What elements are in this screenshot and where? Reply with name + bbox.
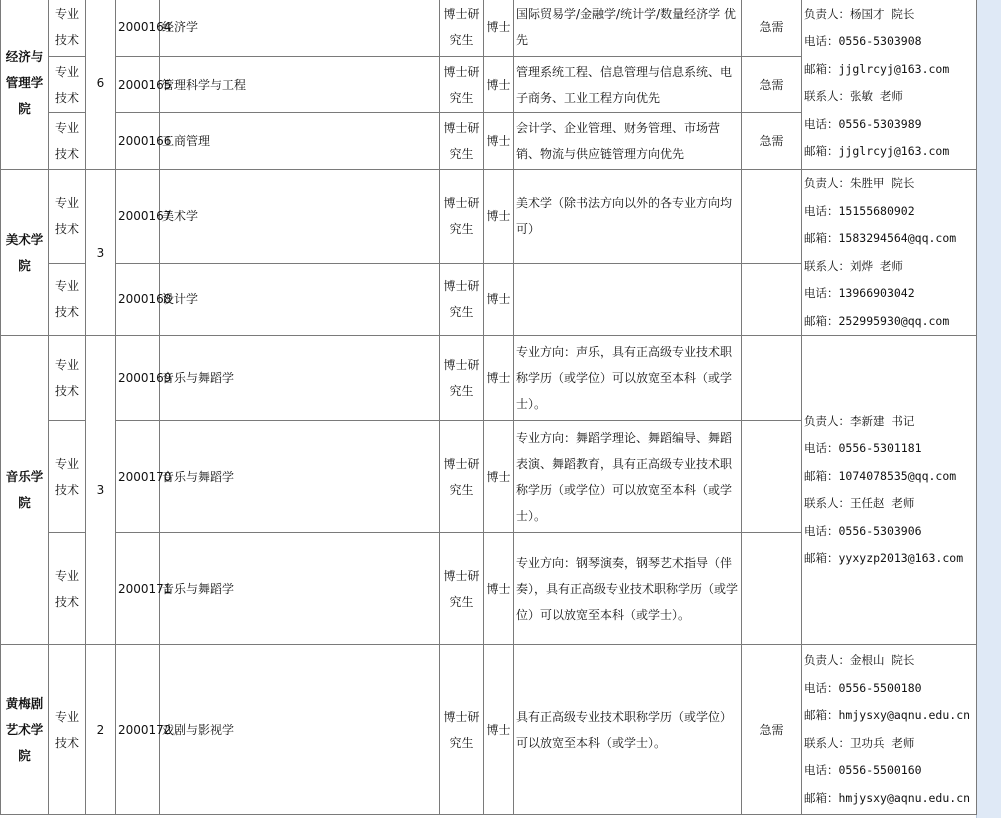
major-cell: 经济学 <box>160 0 440 57</box>
degree-cell: 博士 <box>484 336 514 421</box>
contact-line: 联系人：刘烨 老师 <box>804 258 903 273</box>
contact-cell <box>802 170 977 336</box>
requirement-cell: 专业方向：声乐，具有正高级专业技术职称学历（或学位）可以放宽至本科（或学士）。 <box>514 336 742 421</box>
contact-cell <box>802 0 977 170</box>
category-cell: 专业技术 <box>49 336 86 421</box>
requirement-cell: 美术学（除书法方向以外的各专业方向均可） <box>514 170 742 264</box>
requirement-cell: 具有正高级专业技术职称学历（或学位）可以放宽至本科（或学士）。 <box>514 645 742 815</box>
code-cell: 2000170 <box>116 421 160 533</box>
requirement-cell: 会计学、企业管理、财务管理、市场营销、物流与供应链管理方向优先 <box>514 113 742 170</box>
category-cell: 专业技术 <box>49 533 86 645</box>
degree-cell: 博士 <box>484 421 514 533</box>
major-cell: 管理科学与工程 <box>160 57 440 113</box>
code-cell: 2000164 <box>116 0 160 57</box>
contact-cell <box>802 336 977 645</box>
contact-line: 邮箱：1074078535@qq.com <box>804 468 957 483</box>
table-row <box>1 170 977 264</box>
degree-cell: 博士 <box>484 263 514 335</box>
code-cell: 2000167 <box>116 170 160 264</box>
category-cell: 专业技术 <box>49 421 86 533</box>
degree-cell: 博士 <box>484 57 514 113</box>
contact-line: 邮箱：yyxyzp2013@163.com <box>804 551 964 565</box>
degree-cell: 博士 <box>484 170 514 264</box>
contact-line: 电话：0556-5303989 <box>804 116 922 131</box>
urgent-cell: 急需 <box>742 57 802 113</box>
code-cell: 2000169 <box>116 336 160 421</box>
contact-line: 电话：0556-5303908 <box>804 34 922 48</box>
contact-line: 邮箱：1583294564@qq.com <box>804 231 957 245</box>
code-cell: 2000168 <box>116 263 160 335</box>
requirement-cell: 专业方向：钢琴演奏，钢琴艺术指导（伴奏），具有正高级专业技术职称学历（或学位）可以放宽至本科（或学士）。 <box>514 533 742 645</box>
table-row <box>1 336 977 421</box>
urgent-cell <box>742 421 802 533</box>
major-cell: 戏剧与影视学 <box>160 645 440 815</box>
major-cell: 设计学 <box>160 263 440 335</box>
education-cell: 博士研究生 <box>440 645 484 815</box>
contact-line: 电话：13966903042 <box>804 286 915 300</box>
code-cell: 2000172 <box>116 645 160 815</box>
education-cell: 博士研究生 <box>440 336 484 421</box>
degree-cell: 博士 <box>484 113 514 170</box>
table-row <box>1 0 977 57</box>
contact-line: 电话：0556-5500160 <box>804 763 922 777</box>
requirement-cell: 国际贸易学/金融学/统计学/数量经济学 优先 <box>514 0 742 57</box>
contact-line: 联系人：卫功兵 老师 <box>804 735 915 750</box>
major-cell: 音乐与舞蹈学 <box>160 533 440 645</box>
contact-line: 负责人：朱胜甲 院长 <box>804 176 915 190</box>
major-cell: 工商管理 <box>160 113 440 170</box>
urgent-cell <box>742 336 802 421</box>
degree-cell: 博士 <box>484 645 514 815</box>
education-cell: 博士研究生 <box>440 57 484 113</box>
code-cell: 2000166 <box>116 113 160 170</box>
dept-cell: 美术学院 <box>1 170 49 336</box>
contact-line: 电话：0556-5303906 <box>804 523 922 538</box>
urgent-cell <box>742 170 802 264</box>
requirement-cell: 管理系统工程、信息管理与信息系统、电子商务、工业工程方向优先 <box>514 57 742 113</box>
code-cell: 2000171 <box>116 533 160 645</box>
count-cell: 2 <box>86 645 116 815</box>
dept-cell: 音乐学院 <box>1 336 49 645</box>
contact-line: 联系人：张敏 老师 <box>804 89 903 103</box>
contact-line: 邮箱：hmjysxy@aqnu.edu.cn <box>804 790 971 805</box>
major-cell: 音乐与舞蹈学 <box>160 336 440 421</box>
category-cell: 专业技术 <box>49 645 86 815</box>
count-cell: 6 <box>86 0 116 170</box>
contact-line: 邮箱：hmjysxy@aqnu.edu.cn <box>804 708 971 722</box>
category-cell: 专业技术 <box>49 113 86 170</box>
contact-line: 电话：0556-5301181 <box>804 441 922 455</box>
education-cell: 博士研究生 <box>440 263 484 335</box>
count-cell: 3 <box>86 170 116 336</box>
category-cell: 专业技术 <box>49 57 86 113</box>
dept-cell: 经济与管理学院 <box>1 0 49 170</box>
contact-cell <box>802 645 977 815</box>
urgent-cell <box>742 263 802 335</box>
category-cell: 专业技术 <box>49 170 86 264</box>
contact-line: 电话：15155680902 <box>804 203 915 218</box>
contact-line: 邮箱：252995930@qq.com <box>804 313 950 328</box>
contact-line: 邮箱：jjglrcyj@163.com <box>804 144 950 158</box>
urgent-cell: 急需 <box>742 113 802 170</box>
education-cell: 博士研究生 <box>440 0 484 57</box>
category-cell: 专业技术 <box>49 0 86 57</box>
degree-cell: 博士 <box>484 533 514 645</box>
degree-cell: 博士 <box>484 0 514 57</box>
major-cell: 美术学 <box>160 170 440 264</box>
contact-line: 电话：0556-5500180 <box>804 680 922 695</box>
window-scroll-strip <box>976 0 1001 818</box>
contact-line: 负责人：杨国才 院长 <box>804 6 915 21</box>
education-cell: 博士研究生 <box>440 170 484 264</box>
requirement-cell: 专业方向：舞蹈学理论、舞蹈编导、舞蹈表演、舞蹈教育，具有正高级专业技术职称学历（或学位）可以放宽至本科（或学士）。 <box>514 421 742 533</box>
education-cell: 博士研究生 <box>440 533 484 645</box>
major-cell: 音乐与舞蹈学 <box>160 421 440 533</box>
urgent-cell <box>742 533 802 645</box>
contact-line: 负责人：李新建 书记 <box>804 413 915 428</box>
contact-line: 负责人：金根山 院长 <box>804 653 915 667</box>
education-cell: 博士研究生 <box>440 113 484 170</box>
urgent-cell: 急需 <box>742 0 802 57</box>
requirement-cell <box>514 263 742 335</box>
dept-cell: 黄梅剧艺术学院 <box>1 645 49 815</box>
category-cell: 专业技术 <box>49 263 86 335</box>
contact-line: 邮箱：jjglrcyj@163.com <box>804 61 950 76</box>
contact-line: 联系人：王任赵 老师 <box>804 496 915 510</box>
table-row <box>1 645 977 815</box>
code-cell: 2000165 <box>116 57 160 113</box>
urgent-cell: 急需 <box>742 645 802 815</box>
education-cell: 博士研究生 <box>440 421 484 533</box>
count-cell: 3 <box>86 336 116 645</box>
